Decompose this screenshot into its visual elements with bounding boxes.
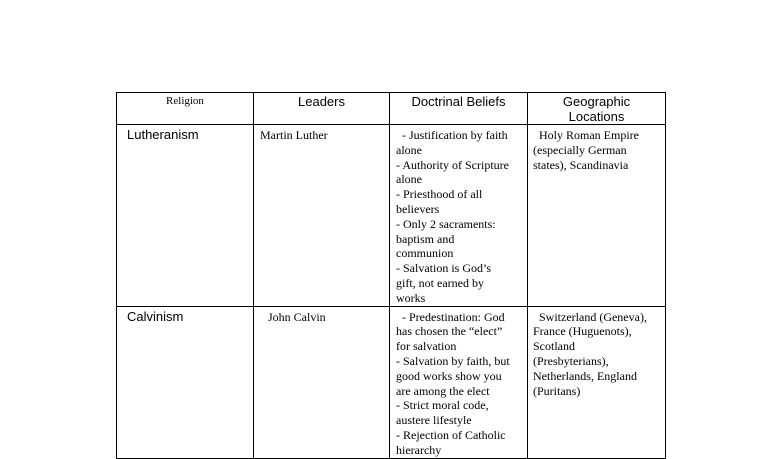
belief-line: - Predestination: God	[396, 309, 505, 324]
table-row	[117, 306, 666, 458]
location-line: Scotland	[533, 339, 575, 354]
location-line: Switzerland (Geneva),	[533, 309, 647, 324]
belief-line: - Salvation is God’s	[396, 261, 491, 276]
religion-comparison-table	[116, 92, 666, 459]
location-line: (especially German	[533, 142, 627, 157]
belief-line: alone	[396, 172, 422, 187]
belief-line: austere lifestyle	[396, 413, 472, 428]
belief-line: - Justification by faith	[396, 128, 508, 142]
header-beliefs: Doctrinal Beliefs	[390, 93, 528, 125]
belief-line: - Strict moral code,	[396, 398, 489, 413]
belief-line: believers	[396, 201, 440, 216]
belief-line: - Only 2 sacraments:	[396, 216, 496, 231]
belief-line: - Authority of Scripture	[396, 157, 509, 172]
belief-line: communion	[396, 246, 454, 261]
header-locations	[528, 93, 666, 125]
belief-line: has chosen the “elect”	[396, 324, 503, 339]
location-line: Netherlands, England	[533, 368, 637, 383]
header-locations-line1: Geographic	[562, 94, 631, 109]
belief-line: - Priesthood of all	[396, 187, 483, 202]
location-line: states), Scandinavia	[533, 157, 629, 172]
location-line: France (Huguenots),	[533, 324, 632, 339]
location-line: (Puritans)	[533, 383, 581, 398]
header-religion: Religion	[117, 93, 254, 125]
religion-name: Calvinism	[117, 306, 254, 458]
belief-line: alone	[396, 142, 422, 157]
belief-line: are among the elect	[396, 383, 490, 398]
locations-cell	[528, 125, 666, 307]
belief-line: baptism and	[396, 231, 455, 246]
belief-line: works	[396, 290, 426, 305]
beliefs-cell	[390, 306, 528, 458]
table-header-row	[117, 93, 666, 125]
locations-cell	[528, 306, 666, 458]
location-line: (Presbyterians),	[533, 353, 609, 368]
leader-name: Martin Luther	[254, 125, 390, 307]
header-leaders: Leaders	[254, 93, 390, 125]
belief-line: - Salvation by faith, but	[396, 353, 510, 368]
location-line: Holy Roman Empire	[533, 128, 639, 142]
belief-line: - Rejection of Catholic	[396, 427, 506, 442]
header-locations-line2: Locations	[568, 109, 625, 124]
beliefs-cell	[390, 125, 528, 307]
belief-line: good works show you	[396, 368, 502, 383]
belief-line: hierarchy	[396, 442, 442, 457]
table-row	[117, 125, 666, 307]
belief-line: gift, not earned by	[396, 275, 484, 290]
religion-name: Lutheranism	[117, 125, 254, 307]
leader-name: John Calvin	[254, 306, 390, 458]
belief-line: for salvation	[396, 339, 457, 354]
